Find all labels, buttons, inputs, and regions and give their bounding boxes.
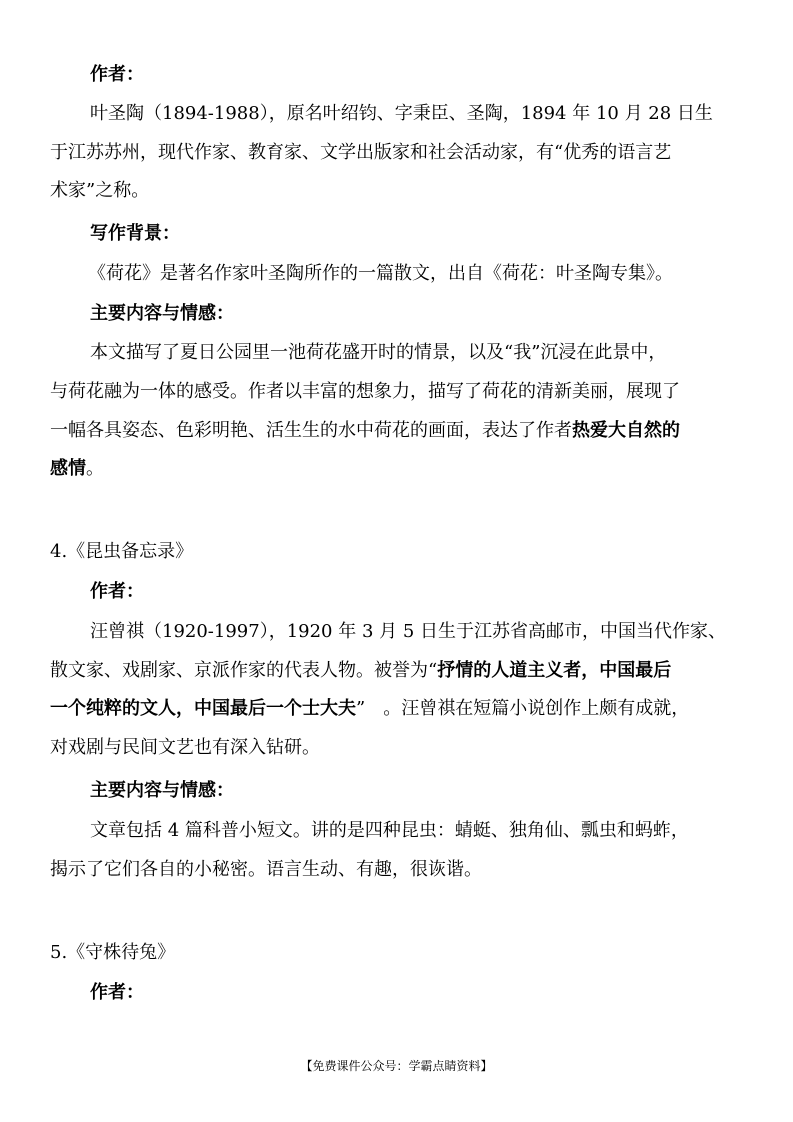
text-span: 。 (86, 458, 104, 479)
bold-emphasis: 抒情的人道主义者，中国最后 (437, 660, 672, 681)
paragraph-line: 本文描写了夏日公园里一池荷花盛开时的情景，以及“我”沉浸在此景中， (90, 342, 667, 363)
text-span: ” 。汪曾祺在短篇小说创作上颇有成就， (356, 698, 690, 719)
paragraph-line: 汪曾祺（1920-1997），1920 年 3 月 5 日生于江苏省高邮市，中国当代作家、 (90, 621, 727, 642)
paragraph-line: 于江苏苏州，现代作家、教育家、文学出版家和社会活动家，有“优秀的语言艺 (50, 142, 672, 163)
content-label: 主要内容与情感： (90, 303, 234, 324)
author-label: 作者： (90, 982, 144, 1003)
paragraph-line (50, 419, 680, 443)
bold-emphasis: 热爱大自然的 (572, 420, 680, 441)
paragraph-line: 揭示了它们各自的小秘密。语言生动、有趣，很诙谐。 (50, 859, 482, 880)
paragraph-line: 术家”之称。 (50, 180, 150, 201)
section-title: 5.《守株待兔》 (50, 942, 176, 963)
text-span: 散文家、戏剧家、京派作家的代表人物。被誉为“ (50, 660, 438, 681)
paragraph-line (50, 697, 689, 721)
paragraph-line: 《荷花》是著名作家叶圣陶所作的一篇散文，出自《荷花：叶圣陶专集》。 (88, 263, 673, 284)
paragraph-line: 文章包括 4 篇科普小短文。讲的是四种昆虫：蜻蜓、独角仙、瓢虫和蚂蚱， (90, 820, 689, 841)
background-label: 写作背景： (90, 223, 180, 244)
paragraph-line: 与荷花融为一体的感受。作者以丰富的想象力，描写了荷花的清新美丽，展现了 (50, 381, 680, 402)
author-label: 作者： (90, 64, 144, 85)
page-footer: 【免费课件公众号：学霸点睛资料】 (300, 1059, 493, 1073)
content-label: 主要内容与情感： (90, 780, 234, 801)
text-span: 一幅各具姿态、色彩明艳、活生生的水中荷花的画面，表达了作者 (50, 420, 572, 441)
paragraph-line: 对戏剧与民间文艺也有深入钻研。 (50, 737, 320, 758)
bold-emphasis: 感情 (50, 458, 86, 479)
paragraph-line: 叶圣陶（1894-1988），原名叶绍钧、字秉臣、圣陶，1894 年 10 月 28 日生 (90, 103, 713, 124)
bold-emphasis: 一个纯粹的文人，中国最后一个士大夫 (50, 698, 356, 719)
paragraph-line (50, 457, 104, 481)
paragraph-line (50, 659, 671, 683)
section-title: 4.《昆虫备忘录》 (50, 541, 194, 562)
author-label: 作者： (90, 581, 144, 602)
